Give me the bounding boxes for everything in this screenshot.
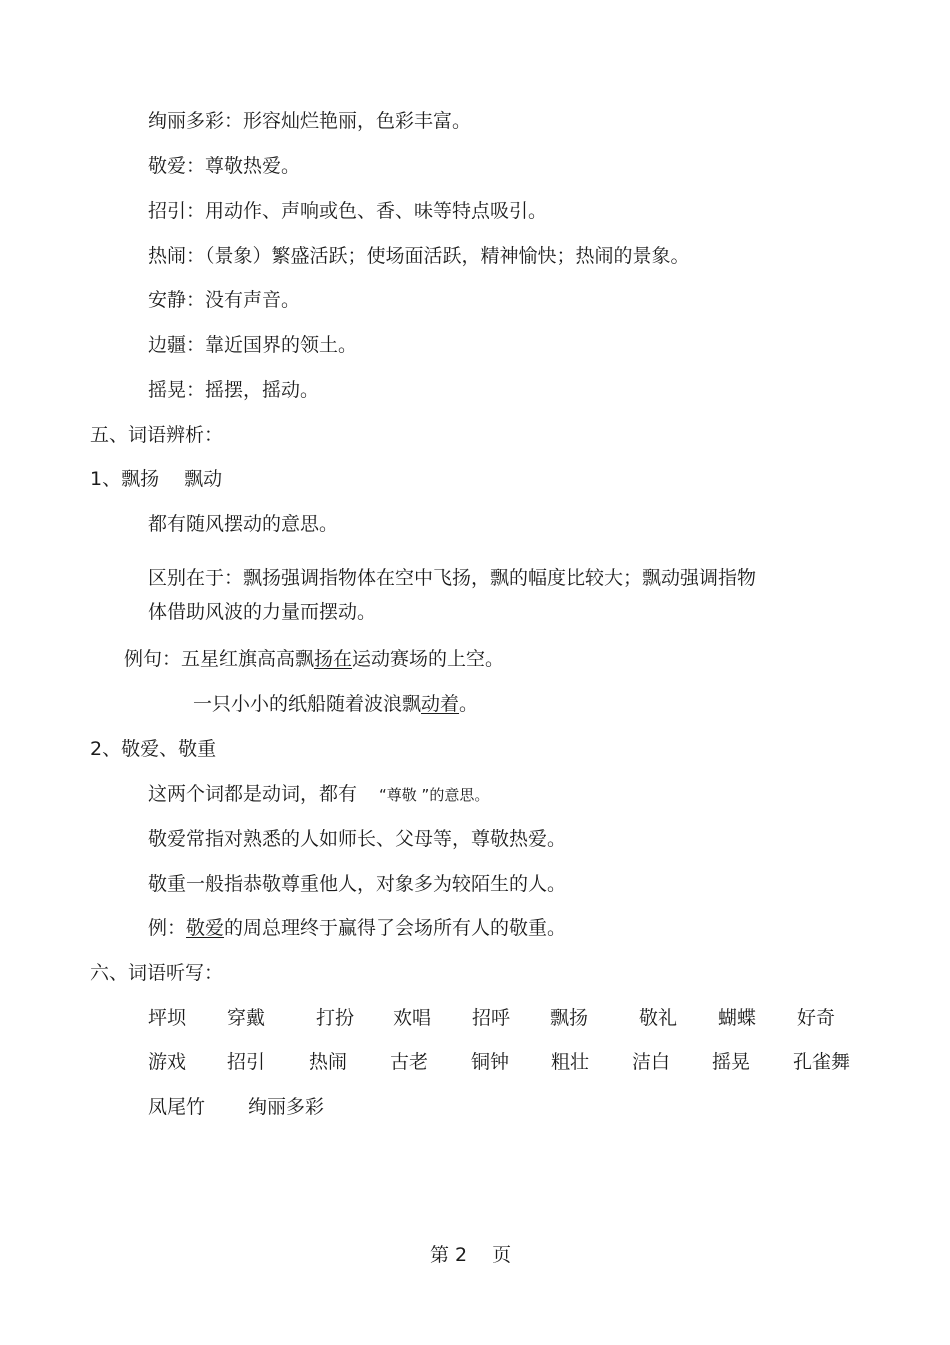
definition-zhaoyin: 招引：用动作、声响或色、香、味等特点吸引。: [148, 200, 548, 222]
item1-example2: [193, 692, 478, 716]
item2-ex-text: 的周总理终于赢得了会场所有人的敬重。: [224, 917, 567, 939]
definition-anjing: 安静：没有声音。: [148, 289, 301, 311]
definition-xuanli: 绚丽多彩：形容灿烂艳丽，色彩丰富。: [148, 110, 472, 132]
dictation-word: 招引: [227, 1051, 266, 1073]
item2-line1-quote: “尊敬 ”的意思。: [379, 786, 490, 804]
item2-title: 2、敬爱、敬重: [90, 738, 217, 760]
item2-line2: 敬爱常指对熟悉的人如师长、父母等，尊敬热爱。: [148, 828, 567, 850]
ex1-text: 例句：五星红旗高高飘: [124, 648, 315, 670]
item1-example1: [124, 647, 504, 671]
dictation-word: 铜钟: [471, 1051, 510, 1073]
section5-heading: 五、词语辨析：: [90, 424, 224, 446]
ex1-text-end: 运动赛场的上空。: [352, 648, 505, 670]
page-number: 第 2 页: [430, 1244, 512, 1266]
dictation-word: 游戏: [148, 1051, 187, 1073]
item2-ex-prefix: 例：: [148, 917, 187, 939]
ex2-text-end: 。: [459, 693, 479, 715]
item2-line3: 敬重一般指恭敬尊重他人，对象多为较陌生的人。: [148, 873, 567, 895]
dictation-word: 摇晃: [712, 1051, 751, 1073]
item2-ex-underlined: 敬爱: [186, 917, 225, 939]
ex1-underlined: 扬在: [314, 648, 353, 670]
ex2-text: 一只小小的纸船随着波浪飘: [193, 693, 422, 715]
dictation-word: 凤尾竹: [148, 1096, 206, 1118]
dictation-word: 打扮: [316, 1007, 355, 1029]
dictation-word: 蝴蝶: [718, 1007, 757, 1029]
dictation-word: 飘扬: [550, 1007, 589, 1029]
dictation-word: 热闹: [309, 1051, 348, 1073]
item2-line1-text: 这两个词都是动词，都有: [148, 783, 358, 805]
dictation-word: 坪坝: [148, 1007, 187, 1029]
definition-renao: 热闹：（景象）繁盛活跃；使场面活跃，精神愉快；热闹的景象。: [148, 245, 690, 267]
dictation-word: 招呼: [472, 1007, 511, 1029]
dictation-word: 绚丽多彩: [248, 1096, 325, 1118]
definition-jingai: 敬爱：尊敬热爱。: [148, 155, 301, 177]
item1-title: 1、飘扬 飘动: [90, 468, 223, 490]
definition-bianjiang: 边疆：靠近国界的领土。: [148, 334, 358, 356]
dictation-word: 好奇: [797, 1007, 836, 1029]
dictation-word: 洁白: [632, 1051, 671, 1073]
dictation-word: 欢唱: [393, 1007, 432, 1029]
dictation-word: 穿戴: [227, 1007, 266, 1029]
dictation-word: 粗壮: [551, 1051, 590, 1073]
dictation-word: 古老: [390, 1051, 429, 1073]
item2-line1: [148, 782, 489, 807]
ex2-underlined: 动着: [421, 693, 460, 715]
item2-example: [148, 916, 566, 940]
item1-diff-line2: 体借助风波的力量而摆动。: [148, 601, 377, 623]
section6-heading: 六、词语听写：: [90, 962, 224, 984]
definition-yaohuang: 摇晃：摇摆，摇动。: [148, 379, 320, 401]
dictation-word: 孔雀舞: [793, 1051, 851, 1073]
item1-common: 都有随风摆动的意思。: [148, 513, 339, 535]
item1-diff-line1: 区别在于：飘扬强调指物体在空中飞扬，飘的幅度比较大；飘动强调指物: [148, 567, 757, 589]
dictation-word: 敬礼: [639, 1007, 678, 1029]
